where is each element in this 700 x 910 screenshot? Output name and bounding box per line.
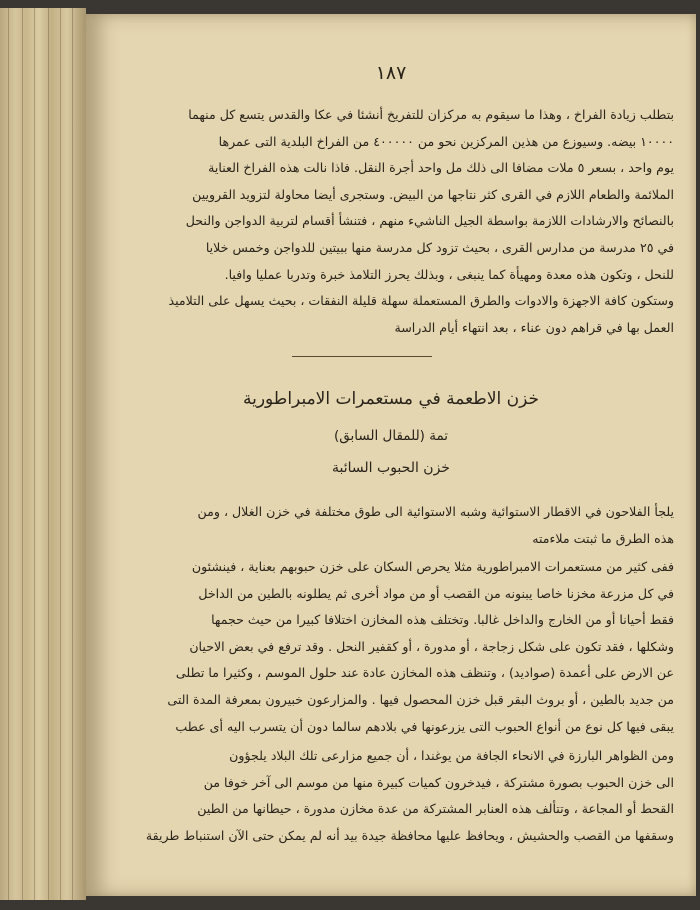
- text-line: القحط أو المجاعة ، وتتألف هذه العنابر المشتركة من عدة مخازن مدورة ، حيطانها من الطين: [197, 801, 674, 817]
- text-line: عن الارض على أعمدة (صواديد) ، وتنظف هذه المخازن عادة عند حلول الموسم ، وكثيرا ما تطلى: [175, 665, 674, 681]
- page-edge-line: [48, 8, 49, 900]
- text-line: بالنصائح والارشادات اللازمة بواسطة الجيل الناشيء منهم ، فتنشأ أقسام لتربية الدواجن والنحل: [185, 213, 674, 229]
- text-line: الملائمة والطعام اللازم في القرى كثر نتاجها من البيض. وستجرى أيضا محاولة لتزويد القرويين: [192, 186, 674, 202]
- text-line: وسقفها من القصب والحشيش ، ويحافظ عليها محافظة جيدة بيد أنه لم يمكن حتى الآن استنباط طريقة: [145, 827, 674, 843]
- page-edge-line: [72, 8, 73, 900]
- book-page: [86, 14, 696, 896]
- text-line: ومن الظواهر البارزة في الانحاء الجافة من يوغندا ، أن جميع مزارعى تلك البلاد يلجؤون: [229, 748, 674, 763]
- text-line: ١٠٠٠٠ بيضه. وسيوزع من هذين المركزين نحو من ٤٠٠٠٠٠ من الفراخ البلدية التى عمرها: [218, 133, 674, 149]
- intro-paragraph: [104, 102, 674, 341]
- text-line: وشكلها ، فقد تكون على شكل زجاجة ، أو مدورة ، أو كقفير النحل . وقد ترفع في بعض الاحيان: [189, 638, 674, 654]
- text-line: وستكون كافة الاجهزة والادوات والطرق المستعملة سهلة قليلة النفقات ، بحيث يسهل على التلاميذ: [168, 293, 674, 309]
- text-line: يلجأ الفلاحون في الاقطار الاستوائية وشبه الاستوائية الى طوق مختلفة في خزن الغلال ، ومن: [197, 504, 674, 519]
- paragraph-3: [104, 743, 674, 849]
- article-title: خزن الاطعمة في مستعمرات الامبراطورية: [242, 389, 540, 409]
- text-line: ففى كثير من مستعمرات الامبراطورية مثلا يحرص السكان على خزن حبوبهم بعناية ، فينشئون: [191, 559, 674, 574]
- text-line: الى خزن الحبوب بصورة مشتركة ، فيدخرون كميات كبيرة منها من موسم الى آخر خوفا من: [203, 774, 674, 790]
- text-line: يوم واحد ، بسعر ٥ ملات مضافا الى ذلك مل واحد أجرة النقل. فاذا نالت هذه الفراخ العناية: [208, 160, 674, 176]
- page-edge-line: [8, 8, 9, 900]
- page-number: ١٨٧: [375, 62, 407, 84]
- paragraph-2: [104, 554, 674, 740]
- text-line: فقط أحيانا أو من الخارج والداخل غالبا. وتختلف هذه المخازن اختلافا كبيرا من حيث حجمها: [211, 612, 674, 628]
- page-edge-line: [60, 8, 61, 900]
- continuation-note: تمة (للمقال السابق): [333, 428, 449, 444]
- text-line: من جديد بالطين ، أو بروث البقر قبل خزن المحصول فيها . والمزارعون خبيرون بمعرفة المدة التى: [167, 691, 674, 707]
- paragraph-1: [104, 499, 674, 552]
- text-line: في كل مزرعة مخزنا خاصا يبنونه من القصب أو من مواد أخرى ثم يطلونه بالطين من الداخل: [198, 585, 674, 601]
- section-title: خزن الحبوب السائبة: [332, 460, 450, 476]
- page-edge-line: [22, 8, 23, 900]
- text-line: يبقى فيها كل نوع من أنواع الحبوب التى يزرعونها في بلادهم سالما دون أن يتسرب اليه أى عطب: [175, 718, 674, 734]
- text-line: بتطلب زيادة الفراخ ، وهذا ما سيقوم به مركزان للتفريخ أنشئا في عكا والقدس يتسع كل منهما: [188, 107, 674, 122]
- page-edge-line: [34, 8, 35, 900]
- text-line: في ٢٥ مدرسة من مدارس القرى ، بحيث تزود كل مدرسة منها ببيتين للدواجن وخمس خلايا: [205, 239, 674, 255]
- text-line: هذه الطرق ما ثبتت ملاءمته: [532, 530, 674, 546]
- text-line: العمل بها في قراهم دون عناء ، بعد انتهاء أيام الدراسة: [394, 319, 674, 335]
- text-line: للنحل ، وتكون هذه معدة ومهيأة كما ينبغى ، وبذلك يحرز التلامذ خبرة وتدربا عمليا وافيا.: [224, 266, 674, 282]
- page-edges: [0, 8, 86, 900]
- section-divider: [292, 356, 432, 357]
